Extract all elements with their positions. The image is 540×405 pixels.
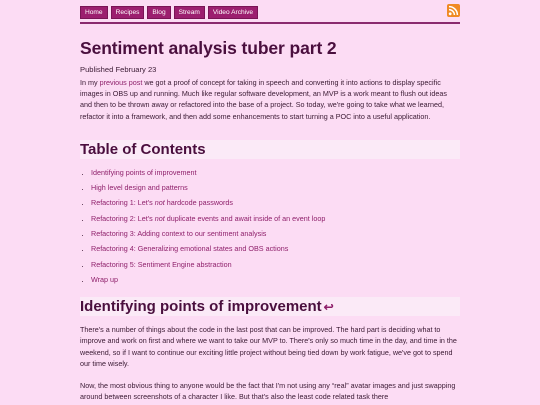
- nav-blog-button[interactable]: Blog: [147, 6, 170, 19]
- back-to-top-icon[interactable]: ↩: [323, 300, 334, 315]
- section-heading-improvement: [80, 297, 460, 316]
- toc-link-text: Refactoring 1: Let's: [91, 198, 155, 208]
- toc-item[interactable]: [91, 257, 460, 272]
- nav-stream-button[interactable]: Stream: [174, 6, 205, 19]
- nav-recipes-button[interactable]: Recipes: [111, 6, 145, 19]
- intro-paragraph: [80, 77, 460, 122]
- toc-link-text: hardcode passwords: [164, 198, 234, 208]
- nav-items: [80, 6, 258, 19]
- toc-heading: Table of Contents: [80, 140, 460, 159]
- nav-video-archive-button[interactable]: Video Archive: [208, 6, 258, 19]
- toc-link[interactable]: Wrap up: [91, 274, 119, 284]
- toc-item[interactable]: [91, 165, 460, 180]
- toc-link-emphasis: not: [154, 198, 165, 208]
- toc-link[interactable]: Refactoring 3: Adding context to our sentiment analysis: [91, 229, 267, 238]
- published-date: Published February 23: [80, 65, 157, 74]
- rss-icon[interactable]: [447, 4, 460, 17]
- page-title: Sentiment analysis tuber part 2: [80, 38, 337, 58]
- section-paragraph-2: Now, the most obvious thing to anyone would be the fact that I'm not using any “real” avatar images and just swapping around between screenshots of a character I like. But that's also the least code related task there: [80, 381, 456, 402]
- section-paragraph-1: There's a number of things about the code in the last post that can be improved. The hard part is deciding what to improve and work on first and where we want to take our MVP to. There's only so much time in the day, and time in the weekend, so if I want to continue our exciting little project without being tied down by work fatigue, we've got to spend our time wisely.: [80, 325, 457, 368]
- intro-text-rest: we got a proof of concept for taking in speech and converting it into actions to display specific images in OBS up and running. Much like regular software development, an MVP is a work meant to flush out ideas and then to be thrown away or refactored into the base of a project. So today, we're going to take what we learned, refactor it into a framework, and then add some enhancements to start turning a POC into a useful application.: [80, 78, 448, 121]
- toc-item[interactable]: [91, 211, 460, 226]
- toc-link[interactable]: Refactoring 5: Sentiment Engine abstraction: [91, 259, 232, 269]
- top-nav: [80, 0, 460, 24]
- intro-text-start: In my: [80, 78, 100, 87]
- toc-link[interactable]: Refactoring 4: Generalizing emotional states and OBS actions: [91, 244, 289, 254]
- toc-item[interactable]: [91, 195, 460, 210]
- toc-link[interactable]: [91, 198, 233, 207]
- toc-link[interactable]: [91, 214, 325, 223]
- page-container: [80, 0, 460, 402]
- toc-link[interactable]: Identifying points of improvement: [91, 167, 197, 177]
- section-heading-text: Identifying points of improvement: [80, 298, 322, 316]
- toc-item[interactable]: [91, 180, 460, 195]
- toc-link[interactable]: High level design and patterns: [91, 183, 188, 193]
- toc-link-text: Refactoring 2: Let's: [91, 213, 155, 223]
- toc-link-emphasis: not: [154, 213, 165, 223]
- toc-item[interactable]: [91, 272, 460, 287]
- toc-item[interactable]: [91, 241, 460, 256]
- toc-list: [80, 165, 460, 287]
- nav-home-button[interactable]: Home: [80, 6, 108, 19]
- toc-link-text: duplicate events and await inside of an event loop: [164, 213, 326, 223]
- previous-post-link[interactable]: previous post: [99, 78, 143, 87]
- toc-item[interactable]: [91, 226, 460, 241]
